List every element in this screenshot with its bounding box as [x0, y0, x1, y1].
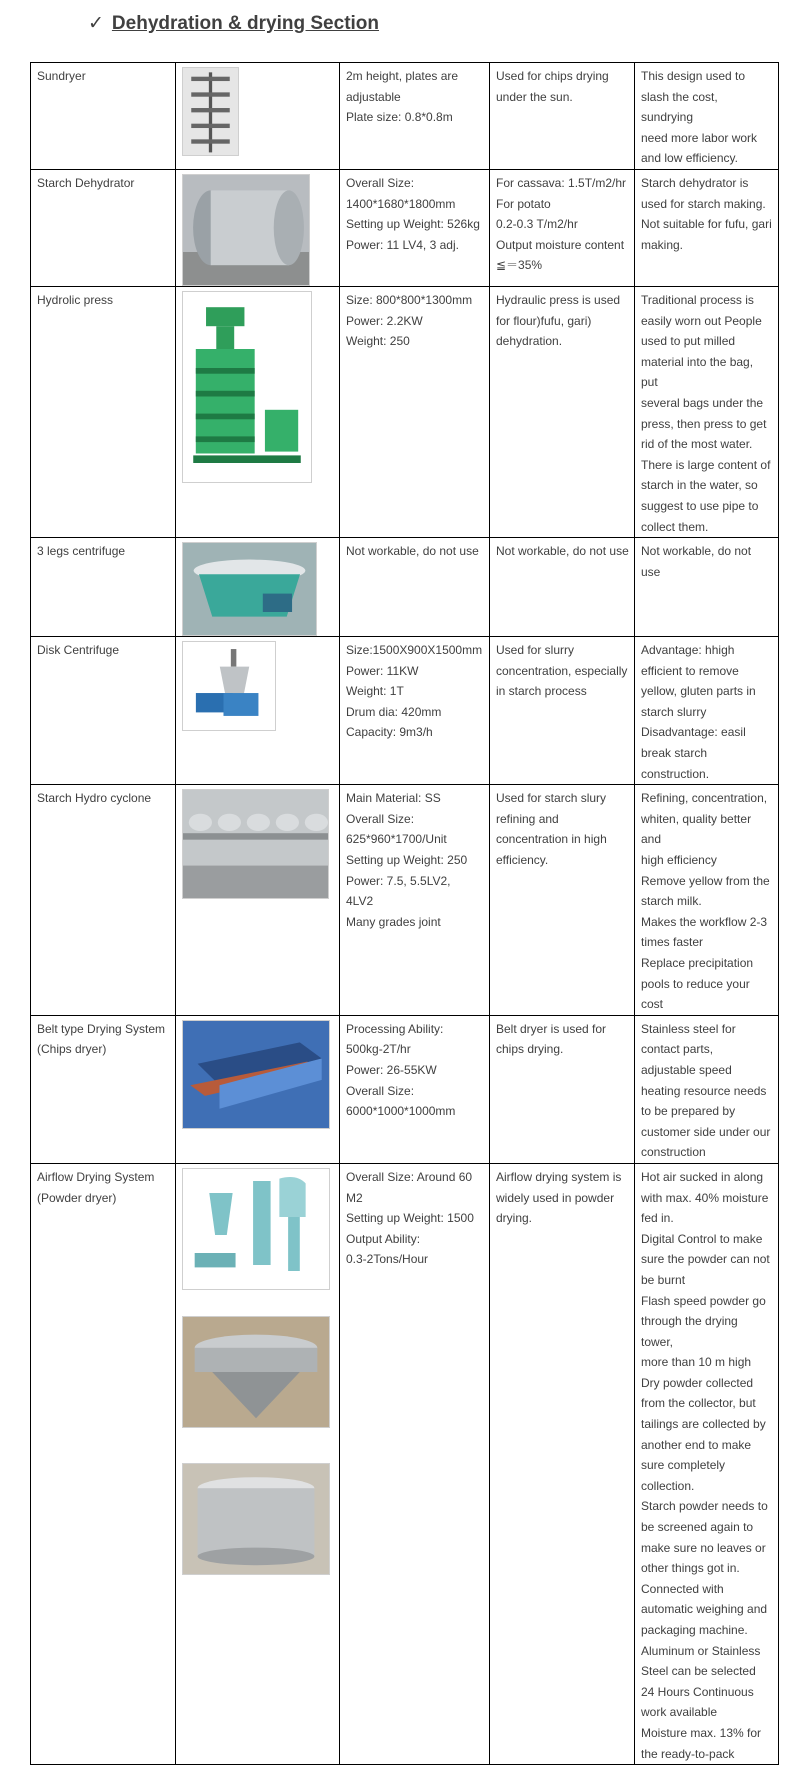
- row-note-line: yellow, gluten parts in: [641, 684, 756, 699]
- row-note-line: pools to reduce your: [641, 976, 750, 991]
- row-note-line: cost: [641, 997, 664, 1012]
- row-spec-line: Capacity: 9m3/h: [346, 725, 433, 740]
- row-note-line: packaging machine.: [641, 1623, 748, 1637]
- row-use-line: for flour)fufu, gari): [496, 313, 592, 328]
- row-spec-line: Setting up Weight: 250: [346, 853, 468, 868]
- section-heading: [88, 12, 379, 35]
- row-note-line: times faster: [641, 935, 704, 950]
- row-spec-line: Weight: 250: [346, 334, 410, 349]
- row-use-line: concentration, especially: [496, 663, 628, 678]
- row-use-line: Used for slurry: [496, 643, 575, 658]
- row-note-line: starch in the water, so: [641, 478, 758, 493]
- row-note-cell: [635, 785, 779, 1016]
- row-spec-line: Power: 7.5, 5.5LV2,: [346, 873, 451, 888]
- row-use-cell: [490, 286, 635, 537]
- row-note-line: Digital Control to make: [641, 1231, 763, 1246]
- row-name-line: Hydrolic press: [37, 292, 114, 307]
- row-spec-line: Not workable, do not use: [346, 544, 479, 559]
- row-spec-line: Overall Size:: [346, 1083, 415, 1098]
- row-name-cell: [31, 538, 176, 637]
- row-use-line: widely used in powder: [496, 1190, 615, 1205]
- row-name-line: Starch Hydro cyclone: [37, 791, 152, 806]
- row-note-line: sure completely: [641, 1458, 726, 1473]
- row-name-cell: [31, 785, 176, 1016]
- row-spec-line: 6000*1000*1000mm: [346, 1104, 456, 1119]
- row-note-line: high efficiency: [641, 853, 717, 868]
- row-spec-line: Overall Size: Around 60: [346, 1169, 473, 1184]
- row-use-line: Hydraulic press is used: [496, 292, 621, 307]
- row-note-line: Not workable, do not use: [641, 544, 752, 579]
- row-spec-line: Power: 11 LV4, 3 adj.: [346, 237, 459, 252]
- row-note-line: the ready-to-pack: [641, 1746, 735, 1761]
- row-use-line: Used for chips drying: [496, 69, 609, 83]
- row-spec-line: Output Ability:: [346, 1231, 421, 1246]
- row-name-line: (Chips dryer): [37, 1042, 107, 1057]
- row-spec-line: Size: 800*800*1300mm: [346, 292, 473, 307]
- table-row: [31, 785, 779, 1016]
- table-row: [31, 286, 779, 537]
- row-name-cell: [31, 637, 176, 785]
- row-note-cell: [635, 1163, 779, 1764]
- row-note-line: easily worn out People: [641, 313, 762, 328]
- table-row: [31, 538, 779, 637]
- row-spec-cell: [340, 637, 490, 785]
- row-note-line: another end to make: [641, 1437, 752, 1452]
- row-note-line: Hot air sucked in along: [641, 1169, 764, 1184]
- row-note-line: Dry powder collected: [641, 1375, 754, 1390]
- row-name-cell: [31, 1015, 176, 1163]
- row-note-line: used for starch making.: [641, 196, 766, 211]
- row-use-line: efficiency.: [496, 853, 549, 868]
- row-note-line: break starch: [641, 746, 708, 761]
- section-title: Dehydration & drying Section: [111, 13, 380, 34]
- airflow-dryer-photo: [182, 1168, 330, 1290]
- row-note-line: Makes the workflow 2-3: [641, 914, 768, 929]
- row-images-cell: [176, 169, 340, 286]
- row-spec-line: Drum dia: 420mm: [346, 704, 442, 719]
- row-note-line: Stainless steel for: [641, 1021, 736, 1036]
- starch-dehydrator-photo: [182, 174, 310, 286]
- row-spec-line: Setting up Weight: 1500: [346, 1211, 474, 1226]
- row-use-cell: [490, 1163, 635, 1764]
- drum-sieve-photo: [182, 1316, 330, 1428]
- table-row: [31, 1163, 779, 1764]
- row-note-line: Starch powder needs to: [641, 1499, 768, 1514]
- row-note-line: to be prepared by: [641, 1104, 736, 1119]
- three-legs-centrifuge-photo: [182, 542, 317, 636]
- row-use-line: under the sun.: [496, 89, 573, 104]
- row-note-line: efficient to remove: [641, 663, 739, 678]
- row-spec-cell: [340, 169, 490, 286]
- row-name-cell: [31, 63, 176, 170]
- row-note-line: several bags under the: [641, 395, 764, 410]
- row-note-line: contact parts,: [641, 1042, 714, 1057]
- row-note-line: from the collector, but: [641, 1396, 756, 1411]
- row-name-line: 3 legs centrifuge: [37, 544, 126, 559]
- row-note-line: This design used to: [641, 69, 746, 83]
- row-note-line: Disadvantage: easil: [641, 725, 746, 740]
- row-images-cell: [176, 1163, 340, 1764]
- row-note-line: Moisture max. 13% for: [641, 1725, 762, 1740]
- row-note-line: material into the bag, put: [641, 354, 754, 390]
- row-name-line: Airflow Drying System: [37, 1169, 155, 1184]
- row-note-line: whiten, quality better and: [641, 811, 752, 847]
- row-note-line: Refining, concentration,: [641, 791, 768, 806]
- row-use-cell: [490, 637, 635, 785]
- row-use-line: drying.: [496, 1211, 533, 1226]
- row-spec-line: Power: 11KW: [346, 663, 419, 678]
- row-spec-line: Processing Ability:: [346, 1021, 444, 1036]
- row-name-line: Belt type Drying System: [37, 1021, 166, 1036]
- row-note-line: automatic weighing and: [641, 1602, 768, 1617]
- row-note-line: more than 10 m high: [641, 1355, 752, 1370]
- row-name-cell: [31, 286, 176, 537]
- row-use-cell: [490, 538, 635, 637]
- row-note-line: rid of the most water.: [641, 437, 753, 452]
- row-note-line: press, then press to get: [641, 416, 767, 431]
- row-spec-line: Size:1500X900X1500mm: [346, 643, 483, 658]
- row-note-line: Advantage: hhigh: [641, 643, 735, 658]
- row-note-line: with max. 40% moisture: [641, 1190, 769, 1205]
- row-note-line: 24 Hours Continuous: [641, 1684, 754, 1699]
- row-spec-cell: [340, 538, 490, 637]
- row-spec-line: Overall Size:: [346, 811, 415, 826]
- row-use-line: ≦＝35%: [496, 258, 543, 273]
- row-use-line: dehydration.: [496, 334, 563, 349]
- row-use-line: Airflow drying system is: [496, 1169, 622, 1184]
- row-note-line: and low efficiency.: [641, 151, 738, 166]
- row-spec-line: adjustable: [346, 89, 401, 104]
- row-use-cell: [490, 1015, 635, 1163]
- row-use-line: Output moisture content: [496, 237, 625, 252]
- row-name-line: Sundryer: [37, 69, 86, 83]
- row-use-line: Used for starch slury: [496, 791, 607, 806]
- row-note-line: other things got in.: [641, 1561, 740, 1576]
- row-note-line: suggest to use pipe to: [641, 498, 759, 513]
- row-spec-cell: [340, 286, 490, 537]
- row-note-line: Traditional process is: [641, 292, 754, 307]
- row-spec-line: Overall Size:: [346, 175, 415, 190]
- disk-centrifuge-photo: [182, 641, 276, 731]
- row-use-cell: [490, 63, 635, 170]
- row-note-cell: [635, 1015, 779, 1163]
- row-note-line: used to put milled: [641, 334, 736, 349]
- row-spec-line: Main Material: SS: [346, 791, 441, 806]
- table-row: [31, 63, 779, 170]
- row-use-line: concentration in high: [496, 832, 607, 847]
- hydro-cyclone-photo: [182, 789, 329, 899]
- row-name-line: Disk Centrifuge: [37, 643, 120, 658]
- row-spec-line: 500kg-2T/hr: [346, 1042, 411, 1057]
- row-spec-line: Plate size: 0.8*0.8m: [346, 110, 453, 125]
- sundryer-photo: [182, 67, 239, 156]
- row-images-cell: [176, 538, 340, 637]
- row-use-line: Not workable, do not use: [496, 544, 629, 559]
- row-note-line: need more labor work: [641, 130, 758, 145]
- row-note-line: Remove yellow from the: [641, 873, 770, 888]
- row-note-line: collection.: [641, 1478, 695, 1493]
- row-note-line: Not suitable for fufu, gari: [641, 217, 772, 232]
- row-spec-line: 2m height, plates are: [346, 69, 459, 83]
- row-use-line: Belt dryer is used for: [496, 1021, 607, 1036]
- row-name-cell: [31, 1163, 176, 1764]
- hydraulic-press-photo: [182, 291, 312, 483]
- row-note-line: Starch dehydrator is: [641, 175, 749, 190]
- row-use-line: 0.2-0.3 T/m2/hr: [496, 217, 578, 232]
- table-row: [31, 1015, 779, 1163]
- row-spec-line: Many grades joint: [346, 914, 441, 929]
- table-row: [31, 637, 779, 785]
- checkmark-icon: ✓: [88, 13, 104, 34]
- row-note-line: customer side under our: [641, 1124, 771, 1139]
- row-note-line: adjustable speed: [641, 1062, 732, 1077]
- row-use-line: For cassava: 1.5T/m2/hr: [496, 175, 627, 190]
- row-use-line: chips drying.: [496, 1042, 564, 1057]
- row-images-cell: [176, 286, 340, 537]
- row-spec-line: M2: [346, 1190, 363, 1205]
- row-images-cell: [176, 637, 340, 785]
- round-tank-photo: [182, 1463, 330, 1575]
- row-name-line: (Powder dryer): [37, 1190, 117, 1205]
- row-images-cell: [176, 785, 340, 1016]
- row-note-line: construction: [641, 1145, 706, 1160]
- row-note-line: Steel can be selected: [641, 1664, 756, 1679]
- row-use-cell: [490, 785, 635, 1016]
- row-note-cell: [635, 637, 779, 785]
- row-note-line: There is large content of: [641, 457, 771, 472]
- row-note-line: construction.: [641, 766, 710, 781]
- row-note-cell: [635, 63, 779, 170]
- row-name-cell: [31, 169, 176, 286]
- row-images-cell: [176, 63, 340, 170]
- table-row: [31, 169, 779, 286]
- row-images-cell: [176, 1015, 340, 1163]
- row-note-cell: [635, 169, 779, 286]
- row-note-line: sure the powder can not: [641, 1252, 770, 1267]
- row-note-line: collect them.: [641, 519, 709, 534]
- row-use-cell: [490, 169, 635, 286]
- row-use-line: in starch process: [496, 684, 587, 699]
- row-note-cell: [635, 286, 779, 537]
- row-note-line: fed in.: [641, 1211, 674, 1226]
- row-note-line: work available: [641, 1705, 718, 1720]
- row-note-line: tailings are collected by: [641, 1417, 766, 1432]
- row-name-line: Starch Dehydrator: [37, 175, 135, 190]
- row-note-line: heating resource needs: [641, 1083, 767, 1098]
- row-use-line: refining and: [496, 811, 559, 826]
- row-note-line: starch milk.: [641, 894, 702, 909]
- row-spec-line: Setting up Weight: 526kg: [346, 217, 480, 232]
- row-note-line: Aluminum or Stainless: [641, 1643, 761, 1658]
- row-note-line: Connected with: [641, 1581, 724, 1596]
- row-spec-line: Power: 2.2KW: [346, 313, 423, 328]
- row-note-line: starch slurry: [641, 704, 707, 719]
- row-spec-cell: [340, 785, 490, 1016]
- row-spec-line: 625*960*1700/Unit: [346, 832, 447, 847]
- row-spec-line: 0.3-2Tons/Hour: [346, 1252, 429, 1267]
- row-note-line: slash the cost, sundrying: [641, 89, 718, 125]
- row-note-cell: [635, 538, 779, 637]
- row-spec-line: Power: 26-55KW: [346, 1062, 437, 1077]
- row-spec-line: Weight: 1T: [346, 684, 404, 699]
- equipment-table: [30, 62, 779, 1765]
- row-spec-cell: [340, 63, 490, 170]
- row-note-line: be screened again to: [641, 1520, 754, 1535]
- row-use-line: For potato: [496, 196, 551, 211]
- row-note-line: Replace precipitation: [641, 956, 754, 970]
- row-spec-cell: [340, 1015, 490, 1163]
- row-note-line: be burnt: [641, 1272, 686, 1287]
- row-note-line: through the drying tower,: [641, 1314, 738, 1349]
- row-spec-cell: [340, 1163, 490, 1764]
- row-note-line: Flash speed powder go: [641, 1293, 766, 1308]
- belt-dryer-photo: [182, 1020, 330, 1129]
- row-spec-line: 1400*1680*1800mm: [346, 196, 456, 211]
- row-note-line: making.: [641, 237, 684, 252]
- row-note-line: make sure no leaves or: [641, 1540, 766, 1555]
- row-spec-line: 4LV2: [346, 894, 374, 909]
